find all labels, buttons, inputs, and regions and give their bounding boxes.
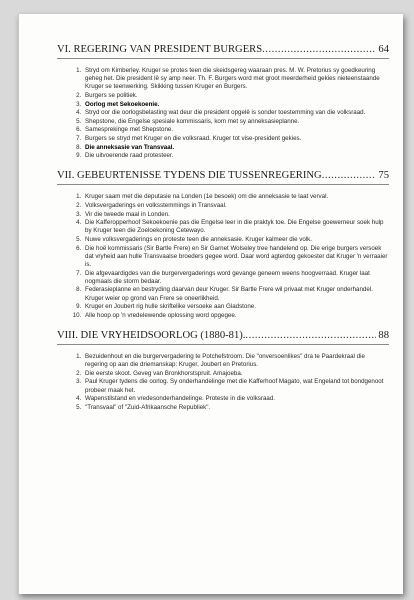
- list-item: 6. Die hoë kommissaris (Sir Bartle Frere) en Sir Garnet Wolseley tree handelend op. Die erige burgers versoek dat vryheid aan hulle Transvaalse broeders gegee word. Daar word agterdog gekoester dat Kruger 'n verraaier is.: [83, 245, 389, 270]
- list-item: 4. Die Kafferopperhoof Sekoekoenie pas die Engelse leer in die praktyk toe. Die Engelse goewerneur soek hulp by Kruger teen die Zoeloekoning Cetewayo.: [83, 219, 389, 235]
- list-item: 5. Shepstone, die Engelse spesiale kommissaris, kom met sy anneksasieplanne.: [83, 118, 389, 126]
- list-item: 7. Burgers se stryd met Kruger en die volksraad. Kruger tot vise-president gekies.: [83, 135, 389, 143]
- section-item-list: [57, 353, 389, 412]
- list-item: 9. Kruger en Joubert rig hulle skriftelike versoeke aan Gladstone.: [83, 303, 389, 311]
- list-item: 2. Volksvergaderings en volksstemmings in Transvaal.: [83, 202, 389, 210]
- list-item: 1. Kruger saam met die deputasie na Londen (1e besoek) om die anneksasie te laat verval.: [83, 193, 389, 201]
- divider: [57, 184, 389, 185]
- dot-leader: [322, 170, 377, 181]
- list-item: 4. Stryd oor die oorlogsbelasting wat deur die president opgelê is sonder toestemming van die volksraad.: [83, 109, 389, 117]
- list-item: 3. Paul Kruger tydens die oorlog. Sy onderhandelinge met die Kafferhoof Magato, wat Engeland tot bondgenoot probeer maak het.: [83, 378, 389, 394]
- list-item: 8. Die anneksasie van Transvaal.: [83, 144, 389, 152]
- section-heading: [57, 170, 389, 181]
- section-title: VIII. DIE VRYHEIDSOORLOG (1880-81).: [57, 329, 246, 341]
- section-heading: [57, 44, 389, 55]
- book-page: [18, 14, 403, 594]
- list-item: 8. Federasieplanne en bestryding daarvan deur Kruger. Sir Bartle Frere wil privaat met Kruger onderhandel. Kruger weier op grond van Frere se oneerlikheid.: [83, 286, 389, 302]
- list-item: 1. Stryd om Kimberley. Kruger se protes teen die skeidsgereg waaraan pres. M. W. Pretorius sy goedkeuring geheg het. Die president lê sy amp neer. Th. F. Burgers word met groot meerderheid gekies nieteenstaande Kruger se teenwerking. Skikking tussen Kruger en Burgers.: [83, 67, 389, 92]
- list-item: 5. "Transvaal" of "Zuid-Afrikaansche Republiek".: [83, 404, 389, 412]
- list-item: 2. Burgers se politiek.: [83, 92, 389, 100]
- dot-leader: [245, 330, 376, 341]
- list-item: 9. Die uitvoerende raad protesteer.: [83, 152, 389, 160]
- list-item: 10. Alle hoop op 'n vredelewende oplossing word opgegee.: [83, 312, 389, 320]
- list-item: 3. Vir die tweede maal in Londen.: [83, 211, 389, 219]
- list-item: 6. Samesprekinge met Shepstone.: [83, 126, 389, 134]
- list-item: 3. Oorlog met Sekoekoenie.: [83, 101, 389, 109]
- list-item: 2. Die eerste skoot. Geveg van Bronkhorstspruit. Amajoeba.: [83, 370, 389, 378]
- section-heading: [57, 330, 389, 341]
- section-item-list: [57, 193, 389, 320]
- list-item: 4. Wapenstilstand en vredesonderhandelinge. Proteste in die volksraad.: [83, 395, 389, 403]
- section-item-list: [57, 67, 389, 160]
- divider: [57, 344, 389, 345]
- divider: [57, 58, 389, 59]
- list-item: 1. Bezuidenhout en die burgervergadering te Potchefstroom. Die "onversoenlikes" dra te Paardekraal die regering op aan die driemanskap: Kruger, Joubert en Pretorius.: [83, 353, 389, 369]
- list-item: 7. Die afgevaardigdes van die burgervergaderings word gevange geneem weens hoogverraad. Kruger laat nogmaals die storm bedaar.: [83, 270, 389, 286]
- list-item: 5. Nuwe volksvergaderings en proteste teen die anneksasie. Kruger kalmeer die volk.: [83, 236, 389, 244]
- section-page-number: 64: [378, 44, 389, 55]
- table-of-contents: [57, 44, 389, 422]
- section-page-number: 88: [378, 329, 389, 341]
- section-title: VII. GEBEURTENISSE TYDENS DIE TUSSENREGERING: [57, 170, 322, 182]
- section-page-number: 75: [378, 170, 389, 182]
- section-title: VI. REGERING VAN PRESIDENT BURGERS: [57, 44, 263, 55]
- dot-leader: [262, 44, 376, 55]
